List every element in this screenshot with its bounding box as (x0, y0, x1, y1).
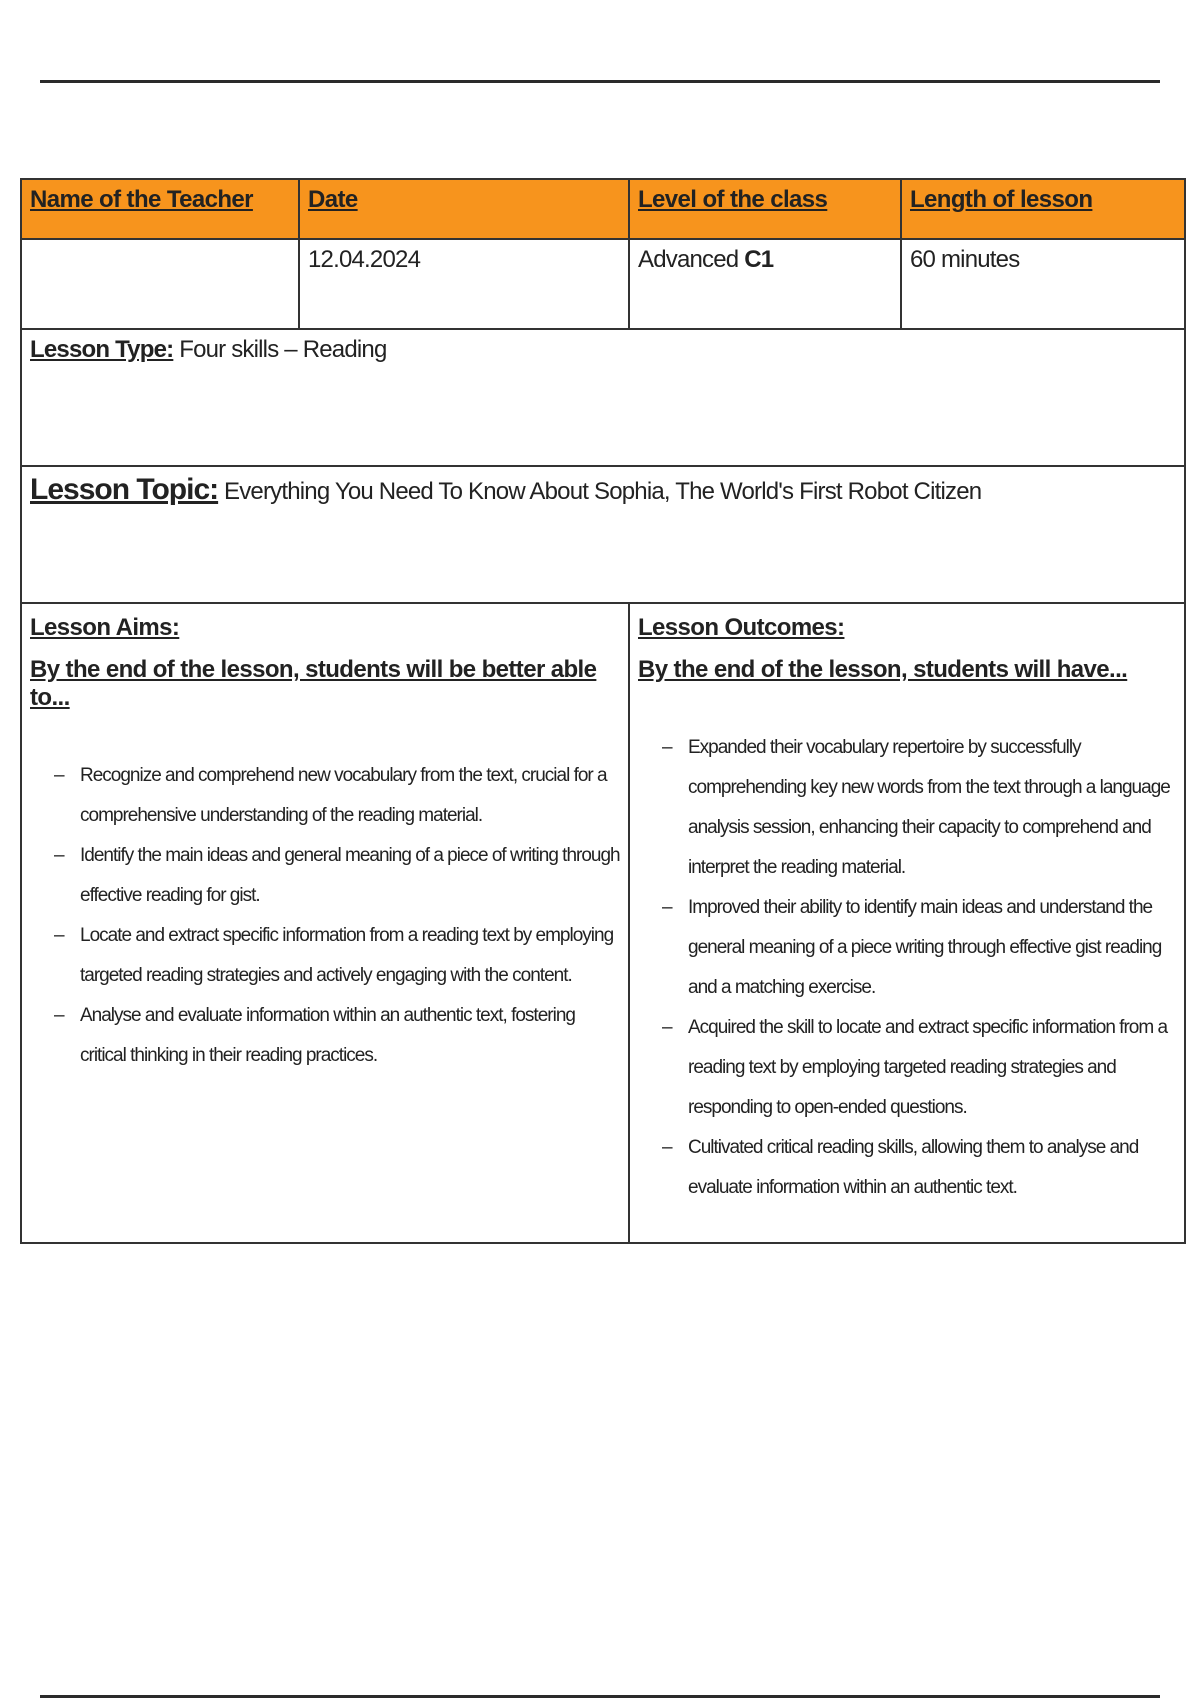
outcomes-item: – Acquired the skill to locate and extract specific information from a reading text by employing targeted reading strategies and responding to open-ended questions. (688, 1008, 1176, 1128)
outcomes-item: – Cultivated critical reading skills, allowing them to analyse and evaluate information within an authentic text. (688, 1128, 1176, 1208)
outcomes-list (638, 728, 1176, 1208)
level-header: Level of the class (629, 179, 901, 239)
lesson-plan-table (20, 178, 1186, 1244)
aims-subtitle: By the end of the lesson, students will be better able to... (30, 656, 597, 711)
bottom-rule (40, 1695, 1160, 1698)
lesson-type-label: Lesson Type: (30, 336, 174, 363)
lesson-type-value: Four skills – Reading (179, 336, 387, 363)
level-code: C1 (744, 246, 774, 273)
lesson-topic-label: Lesson Topic: (30, 473, 219, 506)
aims-list (30, 756, 620, 1076)
lesson-type-cell (21, 329, 1185, 466)
aims-cell (21, 603, 629, 1243)
aims-outcomes-row (21, 603, 1185, 1243)
aims-item: – Analyse and evaluate information within an authentic text, fostering critical thinking in their reading practices. (80, 996, 620, 1076)
teacher-header: Name of the Teacher (21, 179, 299, 239)
header-row (21, 179, 1185, 239)
teacher-value (21, 239, 299, 329)
date-header: Date (299, 179, 629, 239)
length-header: Length of lesson (901, 179, 1185, 239)
top-rule (40, 80, 1160, 83)
outcomes-subtitle: By the end of the lesson, students will have... (638, 656, 1128, 683)
aims-item: – Identify the main ideas and general meaning of a piece of writing through effective reading for gist. (80, 836, 620, 916)
aims-item: – Recognize and comprehend new vocabulary from the text, crucial for a comprehensive understanding of the reading material. (80, 756, 620, 836)
outcomes-item: – Improved their ability to identify main ideas and understand the general meaning of a piece writing through effective gist reading and a matching exercise. (688, 888, 1176, 1008)
outcomes-cell (629, 603, 1185, 1243)
length-value: 60 minutes (901, 239, 1185, 329)
aims-item: – Locate and extract specific information from a reading text by employing targeted reading strategies and actively engaging with the content. (80, 916, 620, 996)
lesson-topic-row (21, 466, 1185, 603)
lesson-topic-value: Everything You Need To Know About Sophia, The World's First Robot Citizen (224, 478, 982, 505)
outcomes-title: Lesson Outcomes: (638, 614, 845, 641)
date-value: 12.04.2024 (299, 239, 629, 329)
lesson-topic-cell (21, 466, 1185, 603)
lesson-type-row (21, 329, 1185, 466)
values-row (21, 239, 1185, 329)
level-value: Advanced C1 (629, 239, 901, 329)
aims-title: Lesson Aims: (30, 614, 180, 641)
outcomes-item: – Expanded their vocabulary repertoire by successfully comprehending key new words from the text through a language analysis session, enhancing their capacity to comprehend and interpret the reading material. (688, 728, 1176, 888)
